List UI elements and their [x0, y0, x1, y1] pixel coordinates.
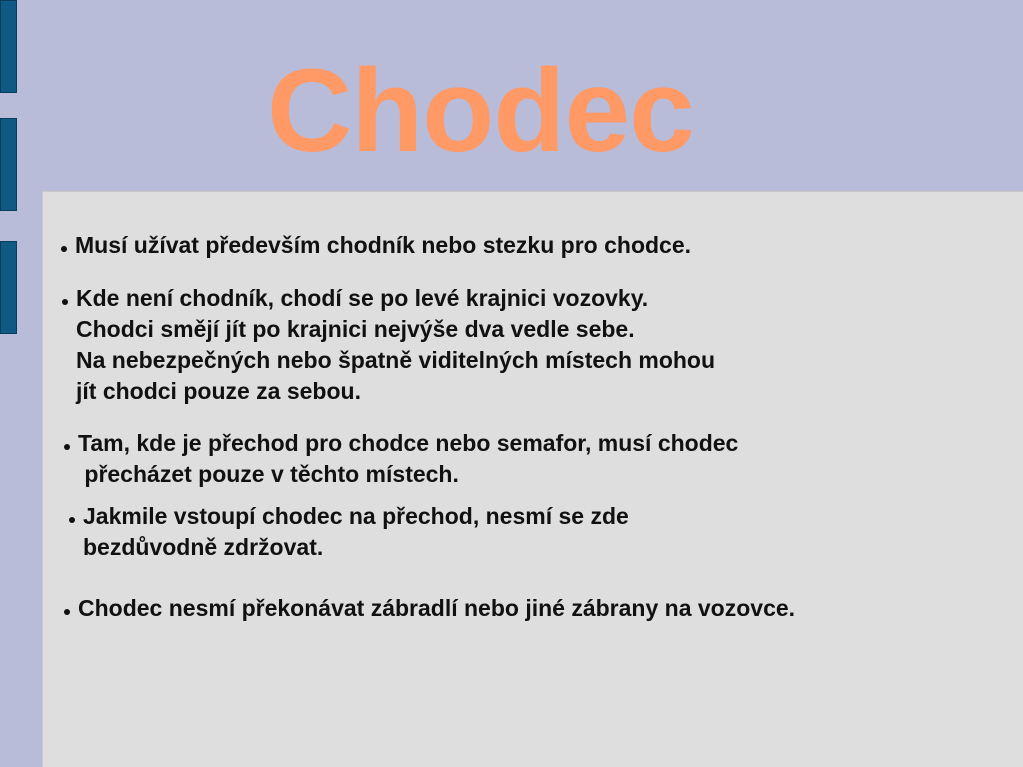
bullet-line: Kde není chodník, chodí se po levé krajnici vozovky.	[76, 285, 649, 311]
bullet-dot-icon	[64, 609, 70, 615]
bullet-line: bezdůvodně zdržovat.	[83, 534, 324, 560]
content-box	[42, 191, 1023, 767]
bullet-item	[69, 501, 629, 563]
bullet-line: Musí užívat především chodník nebo stezku pro chodce.	[75, 232, 692, 258]
bullet-line: Jakmile vstoupí chodec na přechod, nesmí se zde	[83, 503, 629, 529]
bullet-text	[83, 501, 629, 563]
decorative-side-bar	[0, 118, 17, 211]
bullet-line: Na nebezpečných nebo špatně viditelných místech mohou	[76, 347, 716, 373]
bullet-dot-icon	[69, 517, 75, 523]
bullet-item	[64, 428, 738, 490]
bullet-line: přecházet pouze v těchto místech.	[78, 461, 459, 487]
bullet-item	[64, 593, 795, 624]
bullet-line: jít chodci pouze za sebou.	[76, 378, 361, 404]
bullet-dot-icon	[61, 246, 67, 252]
bullet-text	[75, 230, 691, 261]
decorative-side-bar	[0, 0, 17, 93]
bullet-item	[61, 230, 691, 261]
bullet-dot-icon	[62, 299, 68, 305]
bullet-text	[78, 593, 795, 624]
bullet-item	[62, 283, 715, 407]
bullet-text	[78, 428, 738, 490]
bullet-text	[76, 283, 715, 407]
bullet-line: Chodci smějí jít po krajnici nejvýše dva vedle sebe.	[76, 316, 635, 342]
bullet-dot-icon	[64, 444, 70, 450]
bullet-line: Chodec nesmí překonávat zábradlí nebo jiné zábrany na vozovce.	[78, 595, 796, 621]
decorative-side-bar	[0, 241, 17, 334]
slide-title: Chodec	[267, 45, 694, 177]
bullet-line: Tam, kde je přechod pro chodce nebo semafor, musí chodec	[78, 430, 739, 456]
